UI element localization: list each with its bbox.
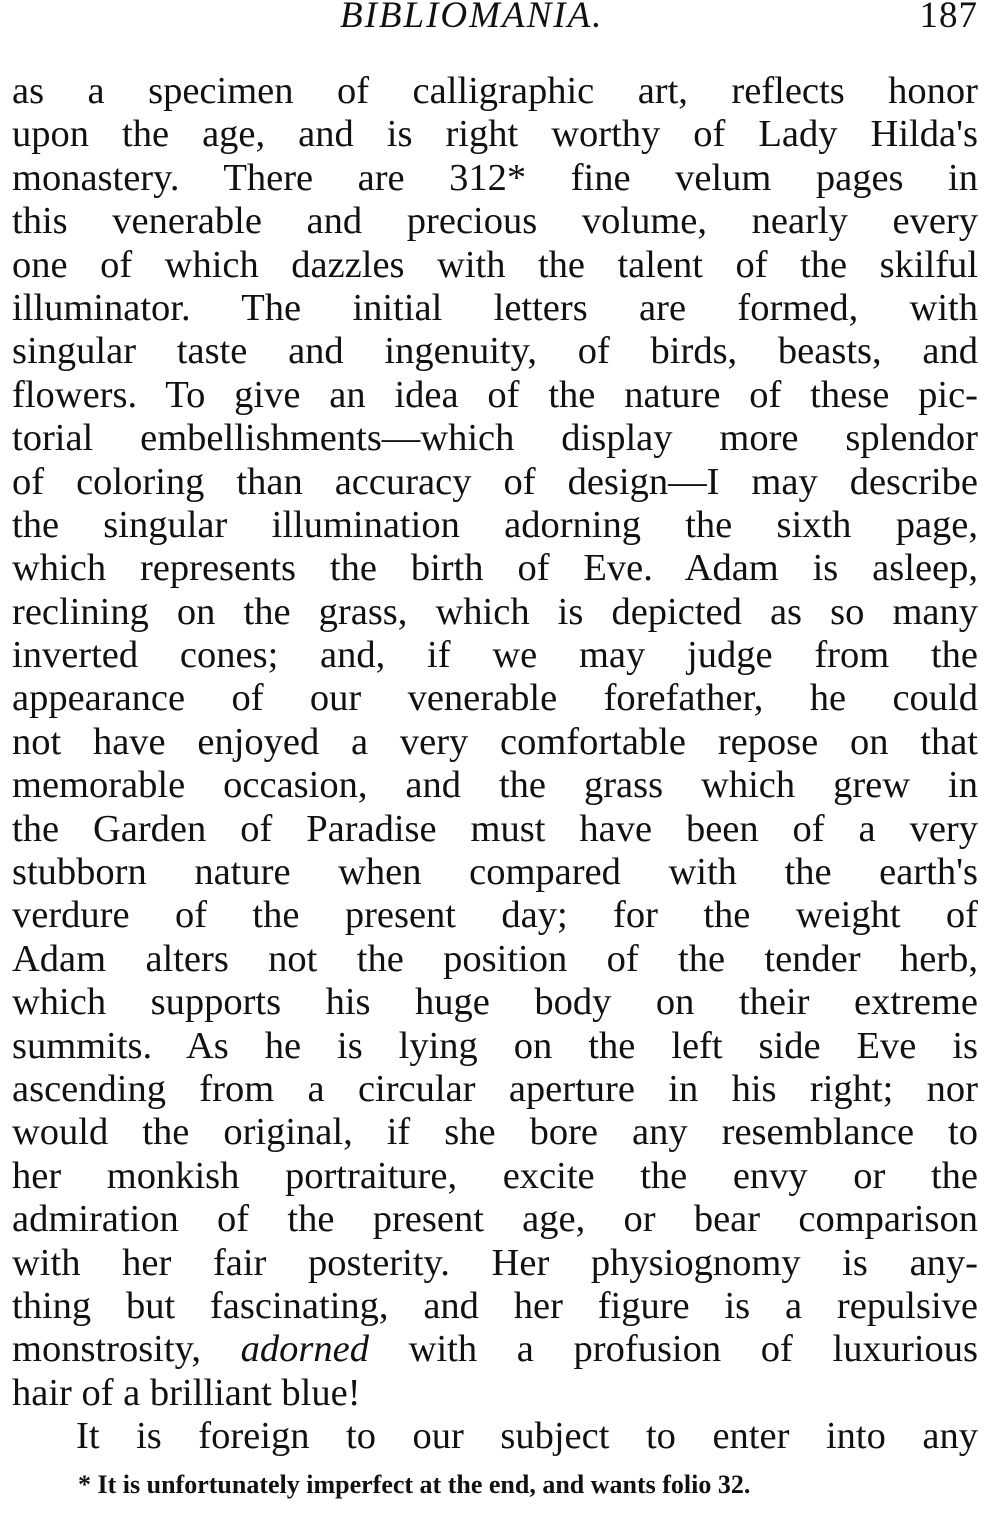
- text-line: [12, 764, 978, 807]
- text-line: [12, 287, 978, 330]
- text-line: [12, 894, 978, 937]
- footnote: * It is unfortunately imperfect at the end, and wants folio 32.: [78, 1470, 751, 1499]
- running-title: BIBLIOMANIA.: [340, 0, 604, 36]
- text-segment: illuminator. The initial letters are formed, with: [12, 286, 978, 329]
- text-segment: verdure of the present day; for the weight of: [12, 894, 978, 937]
- text-segment: which supports his huge body on their extreme: [12, 981, 978, 1024]
- text-line: [12, 1372, 978, 1415]
- text-segment: reclining on the grass, which is depicted as so many: [12, 590, 978, 633]
- text-segment: torial embellishments—which display more splendor: [12, 417, 978, 460]
- text-line: [12, 70, 978, 113]
- text-line: [12, 721, 978, 764]
- text-segment: monastery. There are 312* fine velum pages in: [12, 156, 978, 199]
- text-segment: monstrosity,: [12, 1328, 241, 1371]
- italic-word: adorned: [240, 1328, 369, 1371]
- text-segment: inverted cones; and, if we may judge from the: [12, 634, 978, 677]
- text-line: [12, 461, 978, 504]
- page-header: [0, 0, 1000, 46]
- text-segment: of coloring than accuracy of design—I may describe: [12, 460, 978, 503]
- text-segment: Adam alters not the position of the tender herb,: [12, 937, 978, 980]
- text-segment: the Garden of Paradise must have been of a very: [12, 807, 978, 850]
- text-segment: not have enjoyed a very comfortable repose on that: [12, 720, 978, 763]
- text-line: [12, 808, 978, 851]
- text-line: [12, 1415, 978, 1458]
- text-segment: her monkish portraiture, excite the envy or the: [12, 1154, 978, 1197]
- text-segment: which represents the birth of Eve. Adam is asleep,: [12, 547, 978, 590]
- text-line: [12, 1025, 978, 1068]
- text-line: [12, 1328, 978, 1371]
- text-line: [12, 504, 978, 547]
- text-line: [12, 981, 978, 1024]
- text-segment: flowers. To give an idea of the nature of these pic-: [12, 373, 978, 416]
- text-line: [12, 1198, 978, 1241]
- text-line: [12, 1285, 978, 1328]
- text-segment: It is foreign to our subject to enter into any: [76, 1415, 978, 1458]
- text-segment: upon the age, and is right worthy of Lady Hilda's: [12, 113, 978, 156]
- text-segment: singular taste and ingenuity, of birds, beasts, and: [12, 330, 978, 373]
- text-line: [12, 1111, 978, 1154]
- text-line: [12, 591, 978, 634]
- text-line: [12, 157, 978, 200]
- text-segment: this venerable and precious volume, nearly every: [12, 200, 978, 243]
- text-line: [12, 851, 978, 894]
- text-segment: appearance of our venerable forefather, he could: [12, 677, 978, 720]
- text-line: [12, 330, 978, 373]
- text-line: [12, 1155, 978, 1198]
- text-line: [12, 1068, 978, 1111]
- text-segment: with her fair posterity. Her physiognomy is any-: [12, 1241, 978, 1284]
- text-segment: one of which dazzles with the talent of the skilful: [12, 243, 978, 286]
- text-line: [12, 374, 978, 417]
- text-segment: admiration of the present age, or bear comparison: [12, 1198, 978, 1241]
- text-line: [12, 417, 978, 460]
- text-segment: hair of a brilliant blue!: [12, 1371, 361, 1414]
- text-line: [12, 677, 978, 720]
- page-number: 187: [919, 0, 978, 36]
- text-segment: with a profusion of luxurious: [368, 1328, 979, 1371]
- text-segment: thing but fascinating, and her figure is a repulsive: [12, 1284, 978, 1327]
- text-line: [12, 113, 978, 156]
- text-line: [12, 938, 978, 981]
- text-segment: ascending from a circular aperture in his right; nor: [12, 1067, 978, 1110]
- text-segment: the singular illumination adorning the sixth page,: [12, 503, 978, 546]
- text-line: [12, 244, 978, 287]
- text-segment: would the original, if she bore any resemblance to: [12, 1111, 978, 1154]
- text-line: [12, 547, 978, 590]
- text-line: [12, 200, 978, 243]
- text-segment: as a specimen of calligraphic art, reflects honor: [12, 70, 978, 112]
- body-text: [12, 70, 978, 1459]
- text-segment: summits. As he is lying on the left side Eve is: [12, 1024, 978, 1067]
- text-line: [12, 1242, 978, 1285]
- text-segment: stubborn nature when compared with the earth's: [12, 851, 978, 894]
- text-line: [12, 634, 978, 677]
- text-segment: memorable occasion, and the grass which grew in: [12, 764, 978, 807]
